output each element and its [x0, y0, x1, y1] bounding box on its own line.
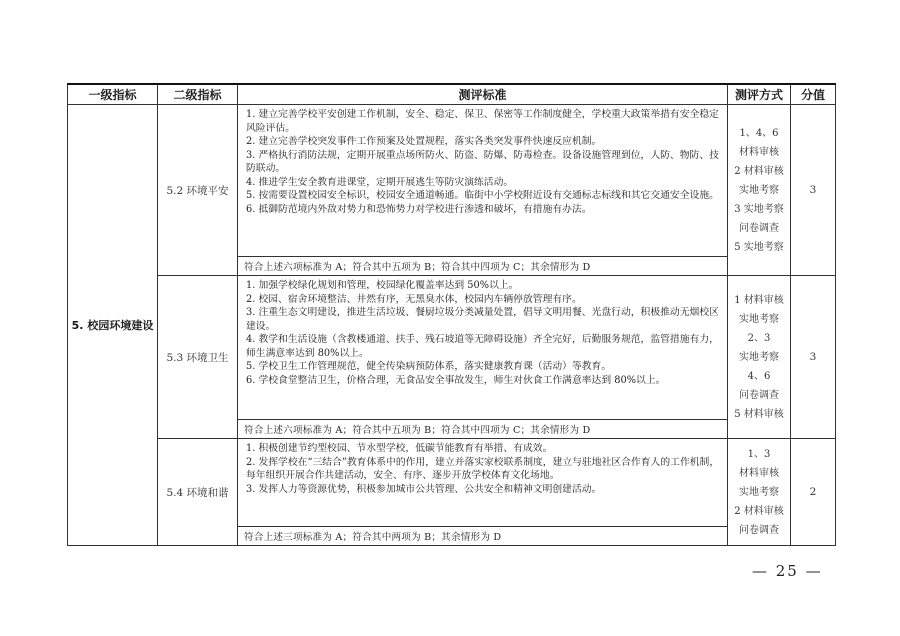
criteria-item: 3. 发挥人力等资源优势，积极参加城市公共管理、公共安全和精神文明创建活动。 — [246, 483, 602, 495]
method-line: 实地考察 — [739, 313, 779, 325]
score-cell: 3 — [791, 105, 836, 276]
criteria-item: 2. 建立完善学校突发事件工作预案及处置规程，落实各类突发事件快速反应机制。 — [246, 136, 602, 148]
method-line: 问卷调查 — [739, 389, 779, 401]
criteria-list — [238, 439, 727, 526]
table-header-row — [68, 84, 836, 105]
score-cell: 2 — [791, 439, 836, 546]
level1-cell: 5. 校园环境建设 — [68, 105, 158, 546]
page-number: — 25 — — [752, 562, 823, 580]
method-line: 材料审核 — [739, 146, 779, 158]
criteria-cell — [238, 276, 728, 439]
method-line: 2 材料审核 — [734, 505, 784, 517]
criteria-list — [238, 276, 727, 419]
criteria-item: 4. 教学和生活设施（含教楼通道、扶手、残石坡道等无障碍设施）齐全完好，后勤服务规范，监管措施有力，师生满意率达到 80%以上。 — [246, 334, 719, 359]
method-line: 4、6 — [747, 370, 771, 382]
method-line: 1 材料审核 — [734, 294, 784, 306]
criteria-summary: 符合上述三项标准为 A；符合其中两项为 B；其余情形为 D — [238, 526, 727, 545]
method-line: 3 实地考察 — [734, 203, 784, 215]
method-cell — [728, 439, 791, 546]
method-line: 实地考察 — [739, 486, 779, 498]
criteria-item: 2. 发挥学校在“三结合”教育体系中的作用，建立并落实家校联系制度，建立与驻地社区合作育人的工作机制，每年组织开展合作共建活动，安全、有序、逐步开放学校体育文化场地。 — [246, 456, 720, 482]
method-line: 材料审核 — [739, 467, 779, 479]
table-row — [68, 105, 836, 276]
criteria-cell — [238, 105, 728, 276]
evaluation-table — [67, 83, 836, 546]
method-line: 问卷调查 — [739, 222, 779, 234]
table-row — [68, 276, 836, 439]
method-line: 2 材料审核 — [734, 165, 784, 177]
criteria-item: 3. 注重生态文明建设，推进生活垃圾、餐厨垃圾分类减量处置，倡导文明用餐、光盘行动，积极推动无烟校区建设。 — [246, 307, 719, 332]
score-cell: 3 — [791, 276, 836, 439]
header-method: 测评方式 — [728, 84, 791, 105]
method-line: 5 实地考察 — [734, 241, 784, 253]
criteria-item: 5. 按需要设置校园安全标识，校园安全通道畅通。临街中小学校附近设有交通标志标线和其它交通安全设施。 — [246, 190, 719, 202]
table-body — [68, 105, 836, 546]
method-line: 实地考察 — [739, 184, 779, 196]
method-line: 问卷调查 — [739, 524, 779, 536]
level2-cell: 5.3 环境卫生 — [158, 276, 238, 439]
criteria-item: 1. 积极创建节约型校园、节水型学校，低碳节能教育有举措、有成效。 — [246, 443, 553, 454]
method-cell — [728, 105, 791, 276]
criteria-item: 2. 校园、宿舍环境整洁、井然有序，无黑臭水体，校园内车辆停放管理有序。 — [246, 293, 582, 305]
criteria-cell — [238, 439, 728, 546]
header-criteria: 测评标准 — [238, 84, 728, 105]
criteria-item: 3. 严格执行消防法规，定期开展重点场所防火、防盗、防爆、防毒检查。设备设施管理到位，人防、物防、技防联动。 — [246, 149, 719, 175]
criteria-item: 1. 建立完善学校平安创建工作机制，安全、稳定、保卫、保密等工作制度健全，学校重大政策举措有安全稳定风险评估。 — [246, 109, 719, 134]
header-score: 分值 — [791, 84, 836, 105]
criteria-item: 5. 学校卫生工作管理规范，健全传染病预防体系，落实健康教育课（活动）等教育。 — [246, 361, 612, 373]
criteria-item: 4. 推进学生安全教育进课堂，定期开展逃生等防灾演练活动。 — [246, 176, 514, 188]
header-level2: 二级指标 — [158, 84, 238, 105]
method-line: 1、4、6 — [739, 127, 779, 139]
method-line: 5 材料审核 — [734, 408, 784, 420]
level2-cell: 5.2 环境平安 — [158, 105, 238, 276]
criteria-summary: 符合上述六项标准为 A；符合其中五项为 B；符合其中四项为 C；其余情形为 D — [238, 256, 727, 275]
criteria-list — [238, 105, 727, 256]
method-cell — [728, 276, 791, 439]
table-row — [68, 439, 836, 546]
method-line: 实地考察 — [739, 351, 779, 363]
criteria-item: 1. 加强学校绿化规划和管理，校园绿化覆盖率达到 50%以上。 — [246, 280, 519, 291]
method-line: 2、3 — [747, 332, 771, 344]
criteria-item: 6. 学校食堂整洁卫生，价格合理，无食品安全事故发生，师生对伙食工作满意率达到 80%以上。 — [246, 374, 666, 386]
level2-cell: 5.4 环境和谐 — [158, 439, 238, 546]
criteria-item: 6. 抵御防范境内外敌对势力和恐怖势力对学校进行渗透和破坏，有措施有办法。 — [246, 203, 592, 215]
criteria-summary: 符合上述六项标准为 A；符合其中五项为 B；符合其中四项为 C；其余情形为 D — [238, 419, 727, 438]
method-line: 1、3 — [747, 448, 771, 460]
header-level1: 一级指标 — [68, 84, 158, 105]
